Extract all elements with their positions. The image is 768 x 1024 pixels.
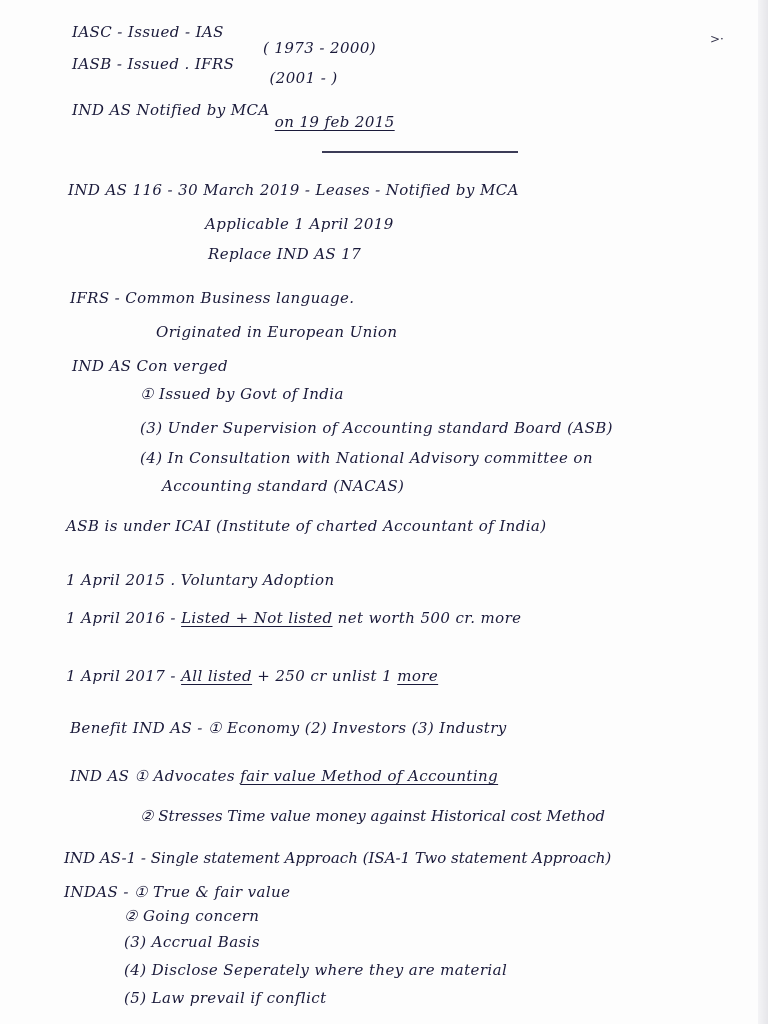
iasc-text: IASC - Issued - IAS bbox=[72, 23, 224, 41]
iasb-text: IASB - Issued . IFRS bbox=[72, 55, 235, 73]
note-line-accrual: (3) Accrual Basis bbox=[124, 933, 260, 951]
note-line-nacas: Accounting standard (NACAS) bbox=[162, 477, 405, 495]
note-line-supervision: (3) Under Supervision of Accounting standard Board (ASB) bbox=[140, 419, 613, 437]
note-2016-listed: Listed + Not listed bbox=[181, 609, 333, 627]
separator-rule bbox=[322, 151, 518, 153]
indas-notified-text: IND AS Notified by MCA bbox=[72, 101, 275, 119]
note-line-going-concern: ② Going concern bbox=[124, 907, 260, 925]
note-line-replace: Replace IND AS 17 bbox=[208, 245, 362, 263]
note-line-applicable: Applicable 1 April 2019 bbox=[205, 215, 394, 233]
indas-notified-date: on 19 feb 2015 bbox=[274, 113, 395, 131]
note-2016-date: 1 April 2016 - bbox=[66, 609, 182, 627]
note-line-law: (5) Law prevail if conflict bbox=[124, 989, 327, 1007]
iasb-period: (2001 - ) bbox=[269, 69, 338, 87]
note-line-indas1: IND AS-1 - Single statement Approach (ISA-1 Two statement Approach) bbox=[64, 849, 612, 867]
note-line-advocates bbox=[70, 766, 498, 786]
note-2017-unlisted: + 250 cr unlist 1 bbox=[252, 667, 398, 685]
note-2017-date: 1 April 2017 - bbox=[66, 667, 182, 685]
note-line-benefit: Benefit IND AS - ① Economy (2) Investors (3) Industry bbox=[70, 719, 507, 737]
page-corner-mark: >· bbox=[710, 32, 724, 46]
note-line-2016 bbox=[66, 608, 521, 628]
note-line-2015: 1 April 2015 . Voluntary Adoption bbox=[66, 571, 335, 589]
note-line-asb: ASB is under ICAI (Institute of charted Accountant of India) bbox=[66, 517, 547, 535]
note-line-disclose: (4) Disclose Seperately where they are material bbox=[124, 961, 508, 979]
note-2017-listed: All listed bbox=[181, 667, 253, 685]
note-2017-more: more bbox=[397, 667, 439, 685]
note-line-consultation: (4) In Consultation with National Advisory committee on bbox=[140, 449, 593, 467]
note-line-originated: Originated in European Union bbox=[156, 323, 398, 341]
advocates-text: IND AS ① Advocates bbox=[70, 767, 241, 785]
note-line-2017 bbox=[66, 666, 438, 686]
page-edge-shadow bbox=[758, 0, 768, 1024]
note-2016-networth: net worth 500 cr. more bbox=[332, 609, 522, 627]
note-line-indas-notified bbox=[72, 100, 395, 131]
note-line-iasb bbox=[72, 54, 338, 87]
advocates-fair-value: fair value Method of Accounting bbox=[240, 767, 499, 785]
iasc-period: ( 1973 - 2000) bbox=[263, 39, 377, 57]
note-line-true-fair: INDAS - ① True & fair value bbox=[64, 883, 291, 901]
note-line-converged: IND AS Con verged bbox=[72, 357, 229, 375]
note-line-iasc bbox=[72, 22, 377, 57]
note-line-ifrs: IFRS - Common Business language. bbox=[70, 289, 355, 307]
note-line-issued-govt: ① Issued by Govt of India bbox=[140, 385, 344, 403]
note-line-indas116: IND AS 116 - 30 March 2019 - Leases - Notified by MCA bbox=[68, 181, 519, 199]
note-line-stresses: ② Stresses Time value money against Historical cost Method bbox=[140, 807, 605, 825]
